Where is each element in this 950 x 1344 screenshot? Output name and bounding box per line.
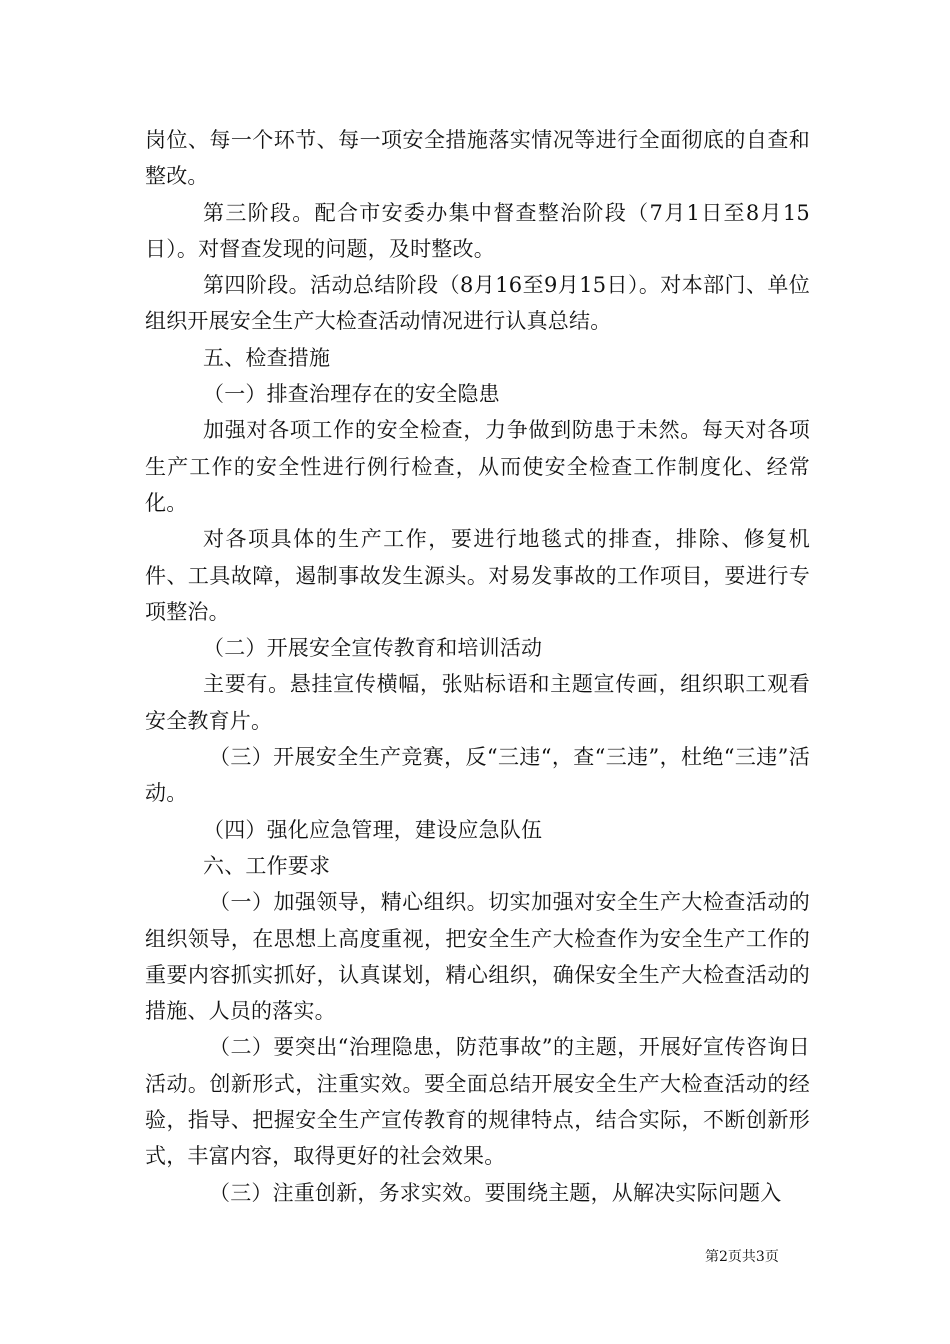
paragraph-9: 主要有。悬挂宣传横幅，张贴标语和主题宣传画，组织职工观看安全教育片。 bbox=[145, 672, 810, 733]
subheading-4: （四）强化应急管理，建设应急队伍 bbox=[203, 817, 543, 842]
subheading-2: （二）开展安全宣传教育和培训活动 bbox=[203, 636, 543, 661]
document-body bbox=[145, 122, 810, 1211]
paragraph-7: 对各项具体的生产工作，要进行地毯式的排查，排除、修复机件、工具故障，遏制事故发生源头。对易发事故的工作项目，要进行专项整治。 bbox=[145, 527, 810, 624]
paragraph-1: 岗位、每一个环节、每一项安全措施落实情况等进行全面彻底的自查和整改。 bbox=[145, 128, 810, 189]
page-number: 第2页共3页 bbox=[705, 1249, 779, 1265]
paragraph-2: 第三阶段。配合市安委办集中督查整治阶段（7月1日至8月15日）。对督查发现的问题，及时整改。 bbox=[145, 200, 810, 261]
section-heading-6: 六、工作要求 bbox=[203, 853, 331, 878]
paragraph-14: （二）要突出“治理隐患，防范事故”的主题，开展好宣传咨询日活动。创新形式，注重实效。要全面总结开展安全生产大检查活动的经验，指导、把握安全生产宣传教育的规律特点，结合实际，不断创新形式，丰富内容，取得更好的社会效果。 bbox=[145, 1035, 810, 1169]
paragraph-15: （三）注重创新，务求实效。要围绕主题，从解决实际问题入 bbox=[209, 1180, 782, 1205]
subheading-3: （三）开展安全生产竞赛，反“三违“，查“三违”，杜绝“三违”活动。 bbox=[145, 745, 810, 806]
subheading-1: （一）排查治理存在的安全隐患 bbox=[203, 382, 500, 407]
paragraph-3: 第四阶段。活动总结阶段（8月16至9月15日）。对本部门、单位组织开展安全生产大检查活动情况进行认真总结。 bbox=[145, 273, 810, 334]
paragraph-13: （一）加强领导，精心组织。切实加强对安全生产大检查活动的组织领导，在思想上高度重视，把安全生产大检查作为安全生产工作的重要内容抓实抓好，认真谋划，精心组织，确保安全生产大检查活动的措施、人员的落实。 bbox=[145, 890, 810, 1024]
paragraph-6: 加强对各项工作的安全检查，力争做到防患于未然。每天对各项生产工作的安全性进行例行检查，从而使安全检查工作制度化、经常化。 bbox=[145, 418, 810, 515]
section-heading-5: 五、检查措施 bbox=[203, 345, 331, 370]
